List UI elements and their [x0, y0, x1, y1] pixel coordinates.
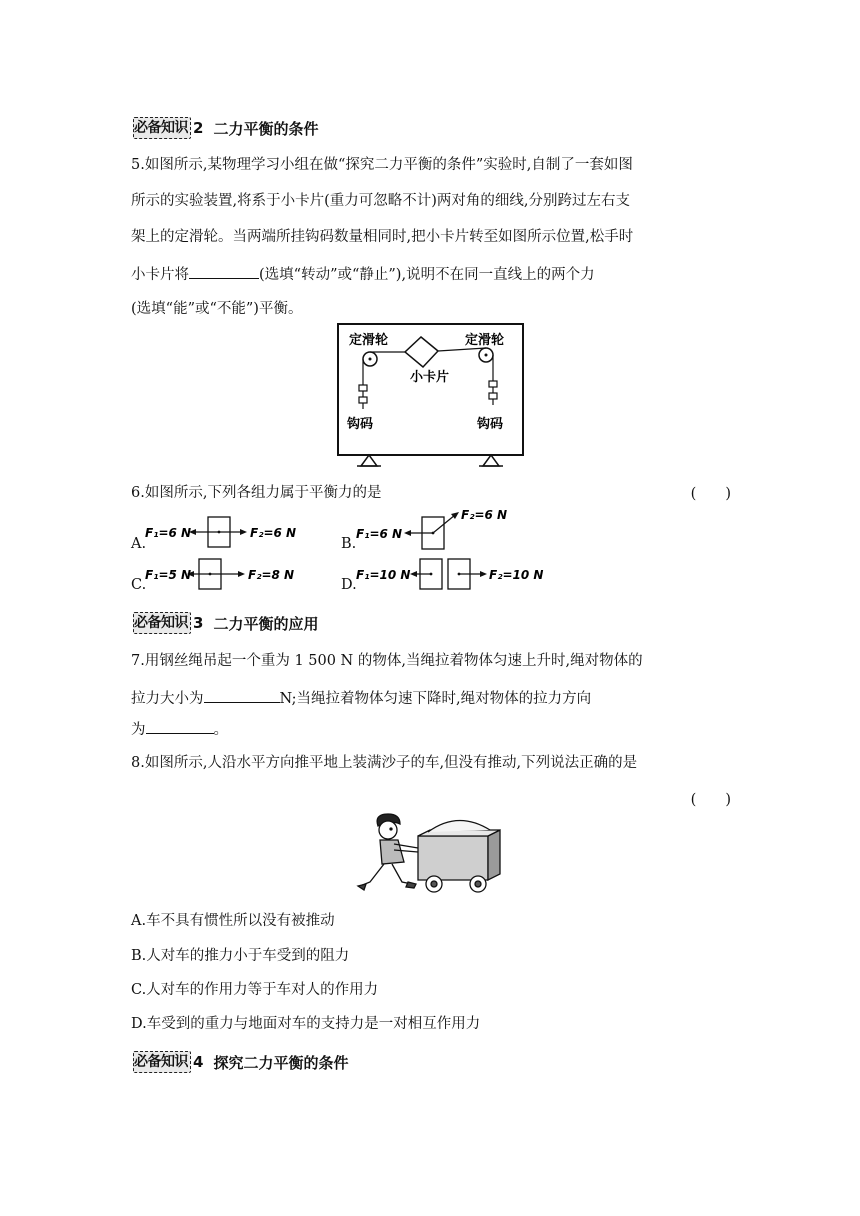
section-title: 二力平衡的条件 — [213, 119, 319, 138]
q7-line-2-start: 拉力大小为 — [131, 691, 204, 707]
q7-blank-2[interactable] — [146, 717, 214, 734]
q7-blank-1[interactable] — [204, 686, 280, 703]
q6-stem: 6.如图所示,下列各组力属于平衡力的是 — [131, 485, 382, 501]
section-title: 二力平衡的应用 — [213, 614, 319, 633]
section-heading-2 — [133, 117, 318, 139]
q5-line-3: 架上的定滑轮。当两端所挂钩码数量相同时,把小卡片转至如图所示位置,松手时 — [131, 229, 634, 245]
q6-option-b-label: B. — [341, 536, 357, 552]
q7-line-3-end: 。 — [213, 722, 228, 738]
section-number: 2 — [193, 119, 204, 137]
label-pulley-right: 定滑轮 — [465, 333, 505, 348]
q6-option-c-label: C. — [131, 577, 147, 593]
section-badge: 必备知识 — [133, 612, 191, 634]
q5-line-1: 5.如图所示,某物理学习小组在做“探究二力平衡的条件”实验时,自制了一套如图 — [131, 157, 633, 173]
sand-cart-illustration — [418, 820, 500, 892]
q6-c-f2: F₂=8 N — [248, 568, 295, 582]
q8-option-a[interactable]: A.车不具有惯性所以没有被推动 — [131, 913, 335, 929]
q6-b-f1: F₁=6 N — [356, 527, 403, 541]
q7-line-2-end: N;当绳拉着物体匀速下降时,绳对物体的拉力方向 — [279, 691, 592, 707]
q6-option-b-diagram — [354, 504, 514, 552]
section-number: 3 — [193, 614, 204, 632]
q6-d-f1: F₁=10 N — [356, 568, 411, 582]
section-title: 探究二力平衡的条件 — [213, 1053, 349, 1072]
q8-stem: 8.如图所示,人沿水平方向推平地上装满沙子的车,但没有推动,下列说法正确的是 — [131, 755, 638, 771]
person-illustration — [358, 814, 418, 890]
q7-line-3 — [131, 717, 731, 741]
q6-a-f1: F₁=6 N — [145, 526, 192, 540]
pulley-apparatus-figure — [337, 323, 525, 470]
q5-blank-1[interactable] — [189, 262, 259, 279]
q5-line-4-start: 小卡片将 — [131, 267, 189, 283]
section-badge: 必备知识 — [133, 117, 191, 139]
left-hook-weights — [359, 385, 367, 409]
q6-option-c-diagram — [143, 556, 303, 594]
q8-answer-paren[interactable]: ( ) — [690, 792, 731, 808]
q8-option-c[interactable]: C.人对车的作用力等于车对人的作用力 — [131, 982, 379, 998]
q5-line-4 — [131, 262, 731, 286]
person-pushing-cart-figure — [356, 812, 508, 902]
small-card — [405, 337, 438, 367]
q6-a-f2: F₂=6 N — [250, 526, 297, 540]
label-pulley-left: 定滑轮 — [349, 333, 389, 348]
q6-option-d-diagram — [354, 556, 544, 594]
section-heading-4 — [133, 1051, 348, 1073]
q6-d-f2: F₂=10 N — [489, 568, 544, 582]
q7-line-3-start: 为 — [131, 722, 146, 738]
section-badge: 必备知识 — [133, 1051, 191, 1073]
q6-option-d-label: D. — [341, 577, 357, 593]
q7-line-1: 7.用钢丝绳吊起一个重为 1 500 N 的物体,当绳拉着物体匀速上升时,绳对物体的 — [131, 653, 643, 669]
q6-b-f2: F₂=6 N — [461, 508, 508, 522]
q5-line-4-end: (选填“转动”或“静止”),说明不在同一直线上的两个力 — [259, 267, 595, 283]
section-heading-3 — [133, 612, 318, 634]
label-weight-left: 钩码 — [347, 417, 374, 432]
q7-line-2 — [131, 686, 731, 710]
q6-answer-paren[interactable]: ( ) — [690, 486, 731, 502]
right-hook-weights — [489, 381, 497, 405]
q5-line-2: 所示的实验装置,将系于小卡片(重力可忽略不计)两对角的细线,分别跨过左右支 — [131, 193, 631, 209]
label-weight-right: 钩码 — [477, 417, 504, 432]
q6-option-a-label: A. — [131, 536, 147, 552]
section-number: 4 — [193, 1053, 204, 1071]
q6-option-a-diagram — [143, 514, 303, 552]
q5-line-5: (选填“能”或“不能”)平衡。 — [131, 301, 303, 317]
label-card: 小卡片 — [410, 370, 450, 385]
q6-c-f1: F₁=5 N — [145, 568, 192, 582]
q8-option-d[interactable]: D.车受到的重力与地面对车的支持力是一对相互作用力 — [131, 1016, 481, 1032]
q8-option-b[interactable]: B.人对车的推力小于车受到的阻力 — [131, 948, 350, 964]
